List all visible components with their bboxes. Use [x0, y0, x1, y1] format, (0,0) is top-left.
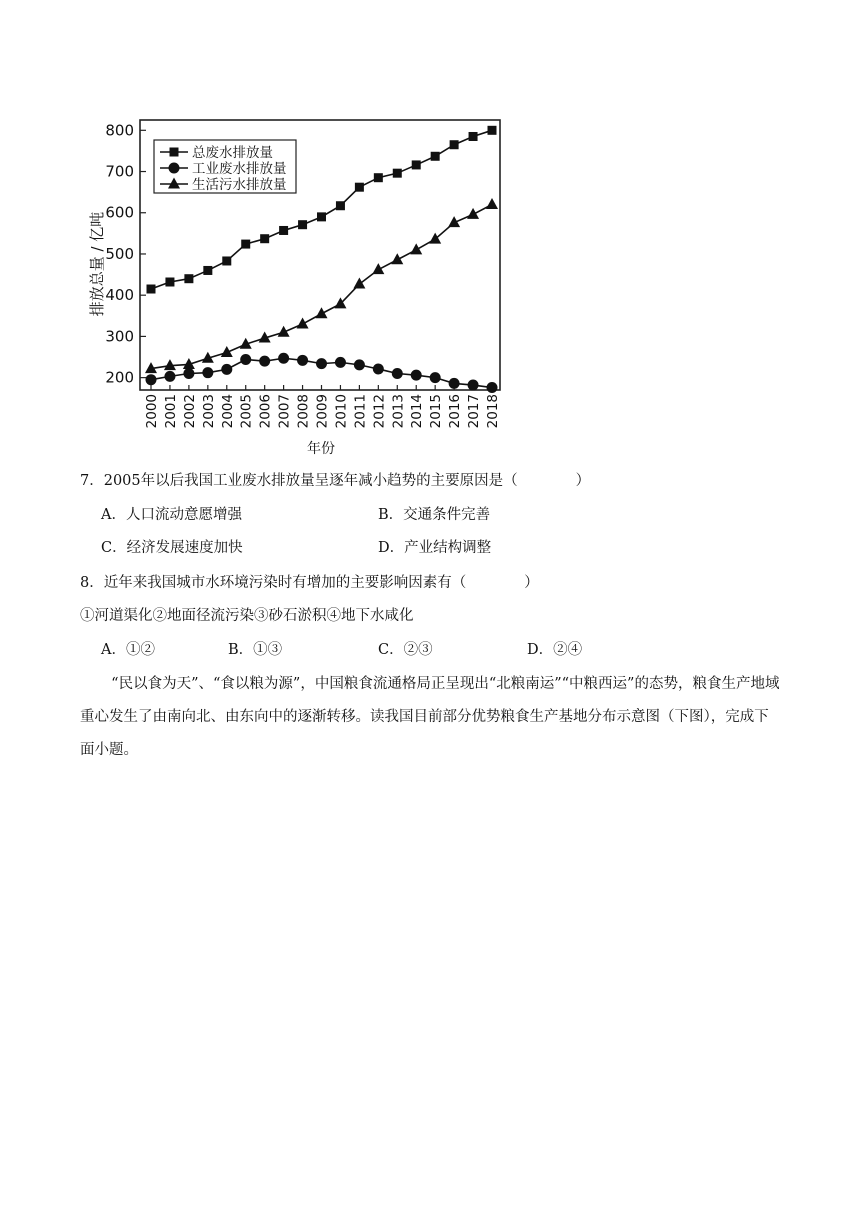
- series-3: [145, 198, 498, 373]
- data-point: [336, 201, 345, 210]
- data-point: [146, 374, 157, 385]
- data-point: [372, 263, 384, 274]
- data-point: [183, 368, 194, 379]
- data-point: [221, 364, 232, 375]
- legend: [154, 140, 296, 193]
- y-tick-label: 300: [105, 327, 134, 346]
- data-point: [469, 132, 478, 141]
- question-8-option-b: B．①③: [228, 642, 283, 658]
- data-point: [184, 274, 193, 283]
- x-tick-label: 2011: [352, 394, 369, 429]
- data-point: [391, 253, 403, 264]
- data-point: [374, 173, 383, 182]
- x-tick-label: 2005: [238, 394, 255, 429]
- data-point: [202, 367, 213, 378]
- data-point: [373, 363, 384, 374]
- data-point: [297, 355, 308, 366]
- x-tick-label: 2014: [409, 394, 426, 429]
- data-point: [317, 212, 326, 221]
- data-point: [241, 240, 250, 249]
- passage-paragraph: “民以食为天”、“食以粮为源”，中国粮食流通格局正呈现出“北粮南运”“中粮西运”的态势，粮食生产地域重心发生了由南向北、由东向中的逐渐转移。读我国目前部分优势粮食生产基地分布示意图（下图），完成下面小题。: [80, 676, 780, 758]
- x-tick-label: 2001: [162, 394, 179, 429]
- data-point: [431, 152, 440, 161]
- y-tick-label: 400: [105, 286, 134, 305]
- y-tick-label: 500: [105, 244, 134, 263]
- data-point: [411, 370, 422, 381]
- data-point: [164, 371, 175, 382]
- question-8-option-c: C．②③: [378, 642, 433, 658]
- x-tick-label: 2017: [466, 394, 483, 429]
- question-8-stem: 8．近年来我国城市水环境污染时有增加的主要影响因素有（ ）: [80, 575, 539, 591]
- y-tick-label: 700: [105, 162, 134, 181]
- data-point: [486, 198, 498, 209]
- x-tick-label: 2009: [314, 394, 331, 429]
- data-point: [487, 382, 498, 393]
- data-point: [240, 354, 251, 365]
- x-tick-label: 2010: [333, 394, 350, 429]
- data-point: [430, 372, 441, 383]
- x-axis-label: 年份: [307, 441, 335, 457]
- data-point: [355, 183, 364, 192]
- x-tick-label: 2015: [428, 394, 445, 429]
- data-point: [450, 140, 459, 149]
- x-tick-label: 2003: [200, 394, 217, 429]
- question-8-option-d: D．②④: [527, 642, 583, 658]
- data-point: [488, 126, 497, 135]
- data-point: [279, 226, 288, 235]
- data-point: [147, 285, 156, 294]
- legend-label: 工业废水排放量: [192, 161, 287, 177]
- data-point: [467, 208, 479, 219]
- data-point: [392, 368, 403, 379]
- data-point: [412, 160, 421, 169]
- data-point: [449, 378, 460, 389]
- data-point: [335, 357, 346, 368]
- x-tick-label: 2007: [276, 394, 293, 429]
- y-axis-label: 排放总量 / 亿吨: [88, 211, 106, 317]
- data-point: [260, 234, 269, 243]
- x-tick-label: 2004: [219, 394, 236, 429]
- data-point: [259, 356, 270, 367]
- legend-marker: [170, 148, 179, 157]
- data-point: [203, 266, 212, 275]
- x-tick-label: 2006: [257, 394, 274, 429]
- data-point: [393, 169, 402, 178]
- x-tick-label: 2008: [295, 394, 312, 429]
- data-point: [298, 220, 307, 229]
- data-point: [222, 256, 231, 265]
- data-point: [297, 318, 309, 329]
- question-7-option-b: B．交通条件完善: [378, 507, 491, 523]
- data-point: [316, 307, 328, 318]
- y-tick-label: 800: [105, 121, 134, 140]
- x-tick-label: 2012: [371, 394, 388, 429]
- y-tick-label: 200: [105, 368, 134, 387]
- data-point: [165, 278, 174, 287]
- question-7-option-c: C．经济发展速度加快: [101, 540, 243, 556]
- x-tick-label: 2016: [447, 394, 464, 429]
- data-point: [354, 359, 365, 370]
- data-point: [353, 278, 365, 289]
- wastewater-line-chart: [80, 112, 510, 457]
- x-tick-label: 2013: [390, 394, 407, 429]
- x-axis-ticks: [144, 385, 501, 428]
- question-7-option-a: A．人口流动意愿增强: [101, 507, 242, 523]
- data-point: [278, 353, 289, 364]
- data-point: [316, 358, 327, 369]
- data-point: [429, 233, 441, 244]
- question-8-option-a: A．①②: [101, 642, 155, 658]
- legend-marker: [169, 163, 180, 174]
- question-7-option-d: D．产业结构调整: [378, 540, 492, 556]
- legend-label: 生活污水排放量: [192, 177, 287, 193]
- y-tick-label: 600: [105, 203, 134, 222]
- x-tick-label: 2018: [485, 394, 501, 429]
- x-tick-label: 2002: [181, 394, 198, 429]
- data-point: [468, 380, 479, 391]
- legend-label: 总废水排放量: [192, 145, 273, 161]
- question-8-items: ①河道渠化②地面径流污染③砂石淤积④地下水咸化: [80, 608, 414, 624]
- series-line: [151, 205, 492, 369]
- question-7-stem: 7．2005年以后我国工业废水排放量呈逐年减小趋势的主要原因是（ ）: [80, 473, 591, 489]
- data-point: [410, 243, 422, 254]
- x-tick-label: 2000: [144, 394, 160, 429]
